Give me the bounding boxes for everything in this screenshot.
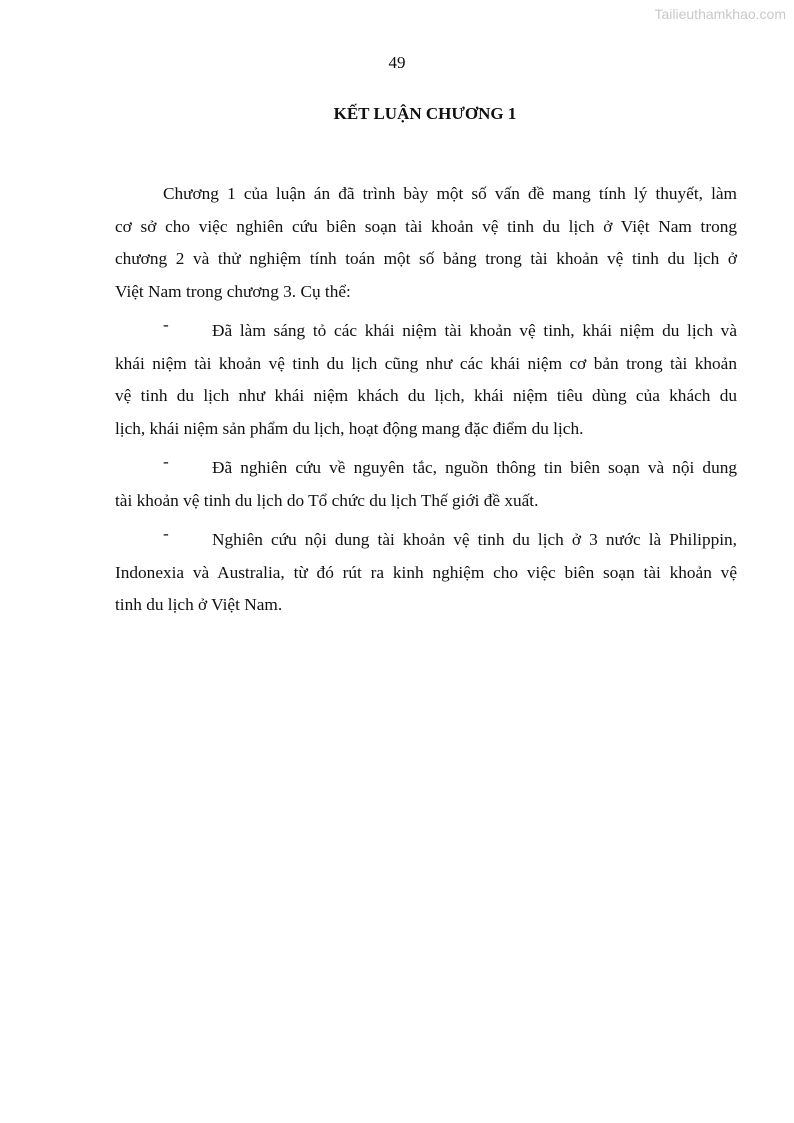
text-line: Nghiên cứu nội dung tài khoản vệ tinh du lịch ở 3 nước là Philippin, [212,530,737,549]
text-line: Việt Nam trong chương 3. Cụ thể: [115,281,351,301]
text-line: vệ tinh du lịch như khái niệm khách du lịch, khái niệm tiêu dùng của khách du [115,386,737,405]
watermark: Tailieuthamkhao.com [654,6,786,22]
text-line: tinh du lịch ở Việt Nam. [115,595,283,614]
bullet-dash: - [163,524,169,543]
text-line: lịch, khái niệm sản phẩm du lịch, hoạt động mang đặc điểm du lịch. [115,418,584,438]
bullet-dash: - [163,315,169,334]
bullet-item [115,452,737,517]
text-line: chương 2 và thử nghiệm tính toán một số bảng trong tài khoản vệ tinh du lịch ở [115,249,737,268]
text-line: Indonexia và Australia, từ đó rút ra kinh nghiệm cho việc biên soạn tài khoản vệ [115,562,737,582]
bullet-item [115,315,737,445]
bullet-first-line [115,524,737,557]
text-line: Chương 1 của luận án đã trình bày một số vấn đề mang tính lý thuyết, làm [163,184,737,203]
text-line: tài khoản vệ tinh du lịch do Tổ chức du lịch Thế giới đề xuất. [115,490,539,510]
chapter-conclusion-title: KẾT LUẬN CHƯƠNG 1 [333,104,517,123]
bullet-first-line [115,315,737,348]
text-line: khái niệm tài khoản vệ tinh du lịch cũng như các khái niệm cơ bản trong tài khoản [115,353,737,373]
bullet-first-line [115,452,737,485]
text-line: cơ sở cho việc nghiên cứu biên soạn tài khoản vệ tinh du lịch ở Việt Nam trong [115,216,737,236]
bullet-dash: - [163,452,169,471]
text-line: Đã nghiên cứu về nguyên tắc, nguồn thông tin biên soạn và nội dung [212,458,737,477]
bullet-item [115,524,737,622]
intro-paragraph [115,178,737,308]
body-text [115,178,737,629]
text-line: Đã làm sáng tỏ các khái niệm tài khoản vệ tinh, khái niệm du lịch và [212,321,737,340]
page-number: 49 [388,53,406,72]
